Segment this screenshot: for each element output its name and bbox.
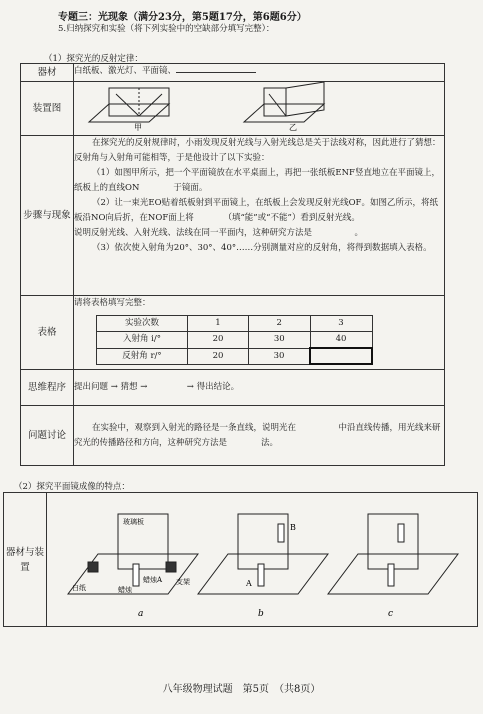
setup-figure-cell <box>74 82 445 136</box>
fig-b-note-a: A <box>246 579 252 588</box>
reflect-answer-blank[interactable] <box>310 348 372 364</box>
reflect-value-2: 30 <box>249 348 311 364</box>
discussion-label: 问题讨论 <box>21 406 74 466</box>
steps-label: 步骤与现象 <box>21 136 74 296</box>
fig-a-note-paper: 白纸 <box>72 584 86 592</box>
support-left-a <box>88 562 98 572</box>
reflect-value-1: 20 <box>188 348 249 364</box>
candle-b-front <box>258 564 264 586</box>
candle-c-back <box>398 524 404 542</box>
data-table-cell <box>74 296 445 370</box>
fig-a-note-support: 支架 <box>176 578 190 586</box>
reflected-ray-a <box>139 94 162 116</box>
equipment-label: 器材 <box>21 64 74 82</box>
steps-paragraph-4: 说明反射光线、入射光线、法线在同一平面内，这种研究方法是 。 <box>74 228 364 238</box>
incident-row-label: 入射角 i/° <box>97 332 188 349</box>
reflection-experiment-table <box>20 63 445 466</box>
steps-paragraph-1: 在探究光的反射规律时，小雨发现反射光线与入射光线总是关于法线对称，因此进行了猜想：反射角与入射角可能相等，于是他设计了以下实验： <box>74 138 441 163</box>
table-label: 表格 <box>21 296 74 370</box>
page-footer: 八年级物理试题 第5页 （共8页） <box>162 684 321 695</box>
incident-value-1: 20 <box>188 332 249 349</box>
col-header-2: 2 <box>249 316 311 332</box>
col-header-3: 3 <box>310 316 372 332</box>
col-header-trial: 实验次数 <box>97 316 188 332</box>
steps-paragraph-3: （2）让一束光EO贴着纸板射到平面镜上，在纸板上会发现反射光线OF。如图乙所示，将纸板沿NO向后折，在NOF面上将 （填“能”或“不能”）看到反射光线。 <box>74 198 438 223</box>
glass-plate-c <box>368 514 418 569</box>
discussion-text: 在实验中，观察到入射光的路径是一条直线，说明光在 中沿直线传播，用光线来研究光的传播路径和方向，这种研究方法是 法。 <box>74 406 445 466</box>
candle-c-front <box>388 564 394 586</box>
equipment-text: 白纸板、激光灯、平面镜、 <box>74 66 177 76</box>
equipment-blank[interactable] <box>176 72 256 73</box>
fig-label-a: a <box>138 609 144 619</box>
candle-a <box>133 564 139 586</box>
candle-b-back <box>278 524 284 542</box>
incident-value-2: 30 <box>249 332 311 349</box>
table-prompt: 请将表格填写完整： <box>74 298 151 308</box>
part1-heading: （1）探究光的反射定律： <box>44 54 143 64</box>
setup-label: 装置图 <box>21 82 74 136</box>
angle-data-table <box>96 315 373 365</box>
support-right-a <box>166 562 176 572</box>
fig-caption-a: 甲 <box>134 123 142 132</box>
thinking-label: 思维程序 <box>21 370 74 406</box>
fig-label-c: c <box>388 609 394 619</box>
reflection-setup-figure <box>74 82 394 132</box>
fig-a-note-candle-a: 蜡烛A <box>143 576 163 584</box>
mirror-figures-cell <box>47 493 478 627</box>
plane-mirror-figures <box>48 494 468 622</box>
question-intro: 5.归纳探究和实验（将下列实验中的空缺部分填写完整）： <box>58 24 275 34</box>
figure-c <box>328 514 458 594</box>
incident-ray-a <box>116 94 139 116</box>
incident-value-3: 40 <box>310 332 372 349</box>
steps-cell <box>74 136 445 296</box>
part2-equipment-label: 器材与装置 <box>4 493 47 627</box>
equipment-cell <box>74 64 445 82</box>
figure-b <box>198 514 328 594</box>
steps-paragraph-2: （1）如图甲所示，把一个平面镜放在水平桌面上，再把一张纸板ENF竖直地立在平面镜上，纸板上的直线ON 于镜面。 <box>74 168 440 193</box>
part2-heading: （2）探究平面镜成像的特点： <box>14 482 130 492</box>
fig-b-note-b: B <box>290 523 296 532</box>
section-title: 专题三：光现象（满分23分，第5题17分，第6题6分） <box>58 12 307 23</box>
mirror-experiment-table <box>3 492 478 627</box>
fig-a-note-candle: 蜡烛 <box>118 586 132 594</box>
col-header-1: 1 <box>188 316 249 332</box>
reflect-row-label: 反射角 r/° <box>97 348 188 364</box>
board-b-folded <box>286 82 324 116</box>
fig-caption-b: 乙 <box>289 123 297 132</box>
fig-label-b: b <box>258 609 264 619</box>
thinking-text: 提出问题 → 猜想 → → 得出结论。 <box>74 370 445 406</box>
steps-paragraph-5: （3）依次使入射角为20°、30°、40°……分别测量对应的反射角，将得到数据填入表格。 <box>92 243 432 253</box>
fig-a-note-glass: 玻璃板 <box>123 518 144 526</box>
incident-ray-b <box>269 94 286 116</box>
